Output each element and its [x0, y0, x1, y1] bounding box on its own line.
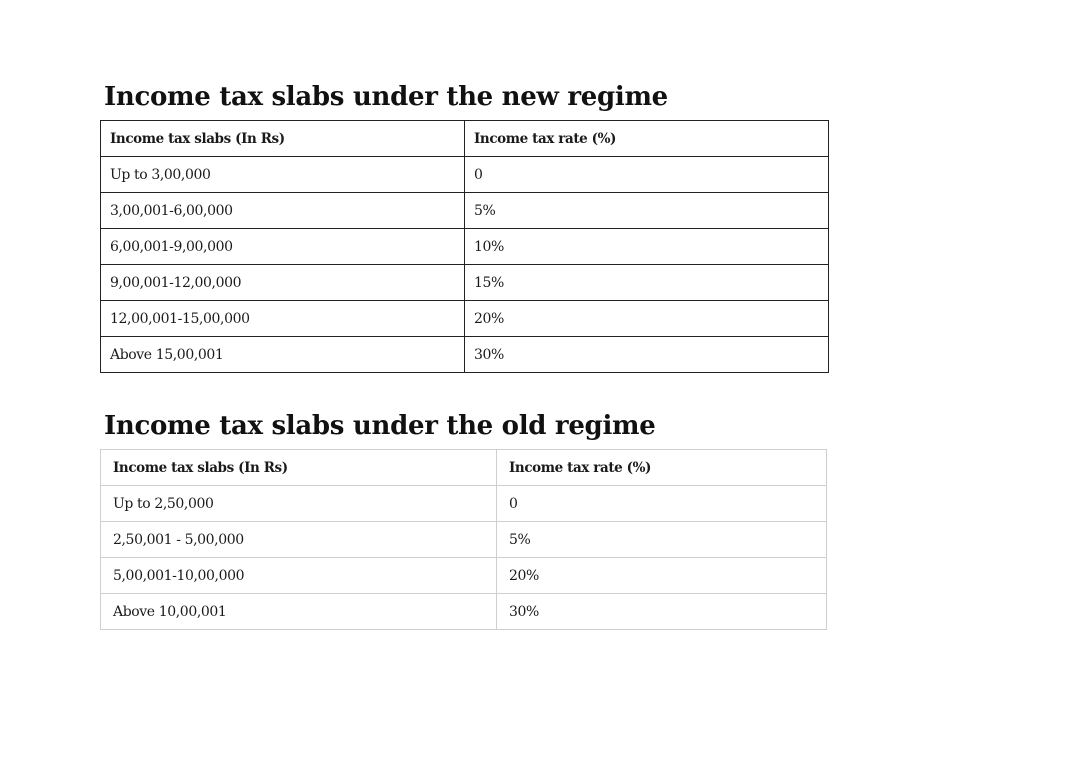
slab-cell: 2,50,001 - 5,00,000	[101, 522, 497, 558]
slab-cell: Up to 3,00,000	[101, 157, 465, 193]
table-row	[101, 157, 829, 193]
rate-cell: 30%	[465, 337, 829, 373]
slab-cell: 9,00,001-12,00,000	[101, 265, 465, 301]
table-row	[101, 337, 829, 373]
table-row	[101, 229, 829, 265]
rate-cell: 15%	[465, 265, 829, 301]
rate-cell: 0	[497, 486, 827, 522]
table-row	[101, 301, 829, 337]
column-header-rate: Income tax rate (%)	[465, 121, 829, 157]
rate-cell: 20%	[497, 558, 827, 594]
table-row	[101, 558, 827, 594]
table-header-row	[101, 450, 827, 486]
slab-cell: Up to 2,50,000	[101, 486, 497, 522]
table-header-row	[101, 121, 829, 157]
column-header-slabs: Income tax slabs (In Rs)	[101, 121, 465, 157]
slab-cell: 6,00,001-9,00,000	[101, 229, 465, 265]
rate-cell: 5%	[497, 522, 827, 558]
old-regime-table	[100, 449, 827, 630]
rate-cell: 0	[465, 157, 829, 193]
rate-cell: 5%	[465, 193, 829, 229]
column-header-rate: Income tax rate (%)	[497, 450, 827, 486]
table-row	[101, 193, 829, 229]
table-row	[101, 594, 827, 630]
column-header-slabs: Income tax slabs (In Rs)	[101, 450, 497, 486]
rate-cell: 20%	[465, 301, 829, 337]
slab-cell: 12,00,001-15,00,000	[101, 301, 465, 337]
slab-cell: 5,00,001-10,00,000	[101, 558, 497, 594]
table-row	[101, 265, 829, 301]
rate-cell: 10%	[465, 229, 829, 265]
slab-cell: 3,00,001-6,00,000	[101, 193, 465, 229]
slab-cell: Above 15,00,001	[101, 337, 465, 373]
new-regime-table	[100, 120, 829, 373]
rate-cell: 30%	[497, 594, 827, 630]
table-row	[101, 486, 827, 522]
table-row	[101, 522, 827, 558]
new-regime-title: Income tax slabs under the new regime	[104, 82, 668, 112]
old-regime-title: Income tax slabs under the old regime	[104, 411, 656, 441]
slab-cell: Above 10,00,001	[101, 594, 497, 630]
